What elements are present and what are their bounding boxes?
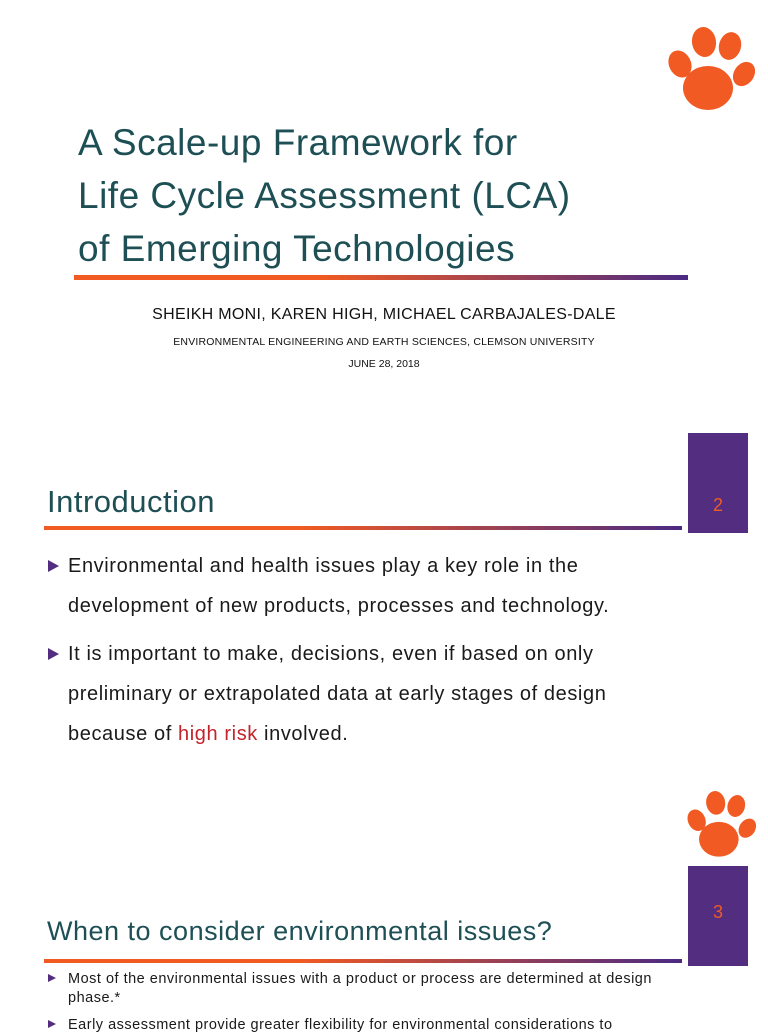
bullet-text: Early assessment provide greater flexibility for environmental considerations to [68, 1017, 613, 1033]
tiger-paw-icon [684, 788, 760, 862]
bullet-triangle-icon [48, 648, 59, 660]
presentation-title [78, 116, 688, 275]
title-slide [0, 0, 768, 420]
section-title: When to consider environmental issues? [47, 916, 553, 946]
slide-number-badge [688, 433, 748, 533]
section-divider [44, 959, 682, 963]
slide-number-badge [688, 866, 748, 966]
presentation-date: JUNE 28, 2018 [348, 358, 420, 370]
title-line-1: A Scale-up Framework for [78, 122, 518, 163]
bullet-triangle-icon [48, 1020, 56, 1028]
bullet-triangle-icon [48, 974, 56, 982]
section-title: Introduction [47, 484, 215, 519]
list-item [46, 634, 666, 754]
bullet-list [46, 970, 676, 1035]
title-line-2: Life Cycle Assessment (LCA) [78, 175, 571, 216]
title-divider [74, 275, 688, 280]
introduction-slide [0, 420, 768, 780]
highlight-text: high risk [178, 723, 258, 745]
bullet-text: Most of the environmental issues with a product or process are determined at design phase.* [68, 971, 652, 1006]
slide-number: 2 [712, 495, 723, 515]
section-divider [44, 526, 682, 530]
bullet-text-end: involved. [257, 723, 349, 745]
bullet-text: Environmental and health issues play a key role in the development of new products, processes and technology. [68, 555, 610, 617]
list-item [46, 546, 666, 626]
tiger-paw-icon [664, 24, 760, 116]
department: ENVIRONMENTAL ENGINEERING AND EARTH SCIENCES, CLEMSON UNIVERSITY [173, 336, 595, 348]
title-line-3: of Emerging Technologies [78, 228, 516, 269]
list-item [46, 970, 676, 1008]
authors: SHEIKH MONI, KAREN HIGH, MICHAEL CARBAJALES-DALE [152, 306, 616, 323]
environmental-issues-slide [0, 780, 768, 1033]
slide-number: 3 [712, 902, 723, 922]
list-item [46, 1016, 676, 1035]
bullet-triangle-icon [48, 560, 59, 572]
bullet-list [46, 546, 666, 754]
bullet-text-start: It is important to make, decisions, even if based on only preliminary or extrapolated data at early stages of design because of [68, 643, 607, 745]
